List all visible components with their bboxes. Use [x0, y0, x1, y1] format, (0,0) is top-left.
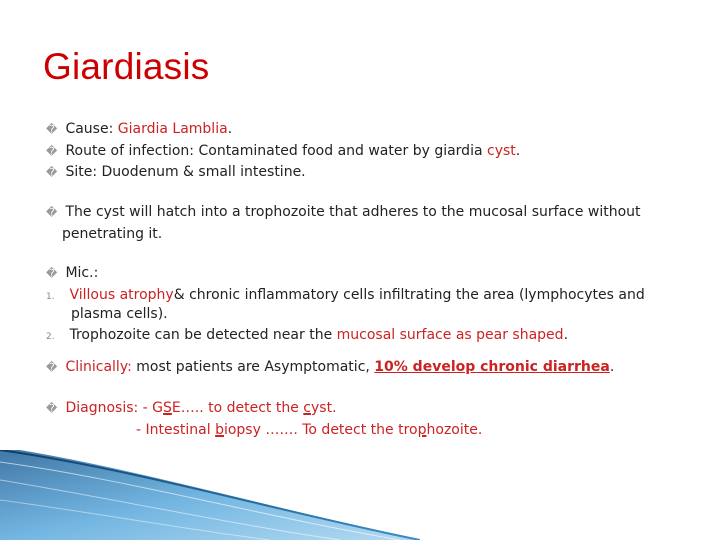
route-value: cyst [487, 143, 516, 159]
mic-label: Mic.: [65, 265, 99, 281]
bullet-diagnosis [46, 400, 337, 417]
clinically-strong: 10% develop chronic diarrhea [374, 359, 610, 375]
bullet-marker: � [46, 267, 58, 280]
clinically-end: . [609, 359, 615, 375]
bullet-mic [46, 265, 98, 282]
list-number: 1. [46, 292, 55, 302]
mic-item-2-end: . [563, 327, 569, 343]
mic-item-1-strong: Villous atrophy [69, 287, 174, 303]
diagnosis-tail: yst. [311, 400, 337, 416]
bullet-cyst [46, 204, 641, 221]
diagnosis-mid: E….. to detect the [171, 400, 304, 416]
mic-item-2 [46, 327, 568, 346]
diagnosis-line2-b: iopsy ……. To detect the tro [223, 422, 418, 438]
diagnosis-label: Diagnosis: - G [65, 400, 164, 416]
decorative-wave [0, 450, 420, 540]
mic-item-1-cont: plasma cells). [71, 306, 168, 322]
diagnosis-b-letter: b [215, 422, 224, 438]
diagnosis-s-letter: S [163, 400, 172, 416]
bullet-cause [46, 121, 232, 138]
list-number: 2. [46, 332, 55, 342]
bullet-site [46, 164, 306, 181]
cyst-line2: penetrating it. [62, 226, 163, 242]
bullet-marker: � [46, 206, 58, 219]
bullet-marker: � [46, 402, 58, 415]
clinically-label: Clinically: [65, 359, 132, 375]
bullet-marker: � [46, 123, 58, 136]
bullet-route [46, 143, 520, 160]
diagnosis-c-letter: c [303, 400, 311, 416]
mic-item-1-rest: & chronic inflammatory cells infiltrating the area (lymphocytes and [173, 287, 645, 303]
mic-item-2-text: Trophozoite can be detected near the [69, 327, 333, 343]
cause-end: . [227, 121, 233, 137]
bullet-marker: � [46, 166, 58, 179]
cause-value: Giardia Lamblia [117, 121, 228, 137]
mic-item-1 [46, 287, 645, 306]
diagnosis-line2-c: hozoite. [426, 422, 483, 438]
mic-item-2-strong: mucosal surface as pear shaped [336, 327, 564, 343]
cyst-line1: The cyst will hatch into a trophozoite that adheres to the mucosal surface without [65, 204, 641, 220]
cause-label: Cause: [65, 121, 114, 137]
diagnosis-p-letter: p [417, 422, 427, 438]
bullet-clinically [46, 359, 614, 376]
bullet-marker: � [46, 145, 58, 158]
route-end: . [515, 143, 521, 159]
slide-title: Giardiasis [43, 46, 210, 87]
route-label: Route of infection: Contaminated food and water by giardia [65, 143, 483, 159]
site-text: Site: Duodenum & small intestine. [65, 164, 306, 180]
diagnosis-line2 [136, 422, 482, 439]
diagnosis-line2-a: - Intestinal [136, 422, 216, 438]
clinically-text: most patients are Asymptomatic, [136, 359, 370, 375]
bullet-marker: � [46, 361, 58, 374]
